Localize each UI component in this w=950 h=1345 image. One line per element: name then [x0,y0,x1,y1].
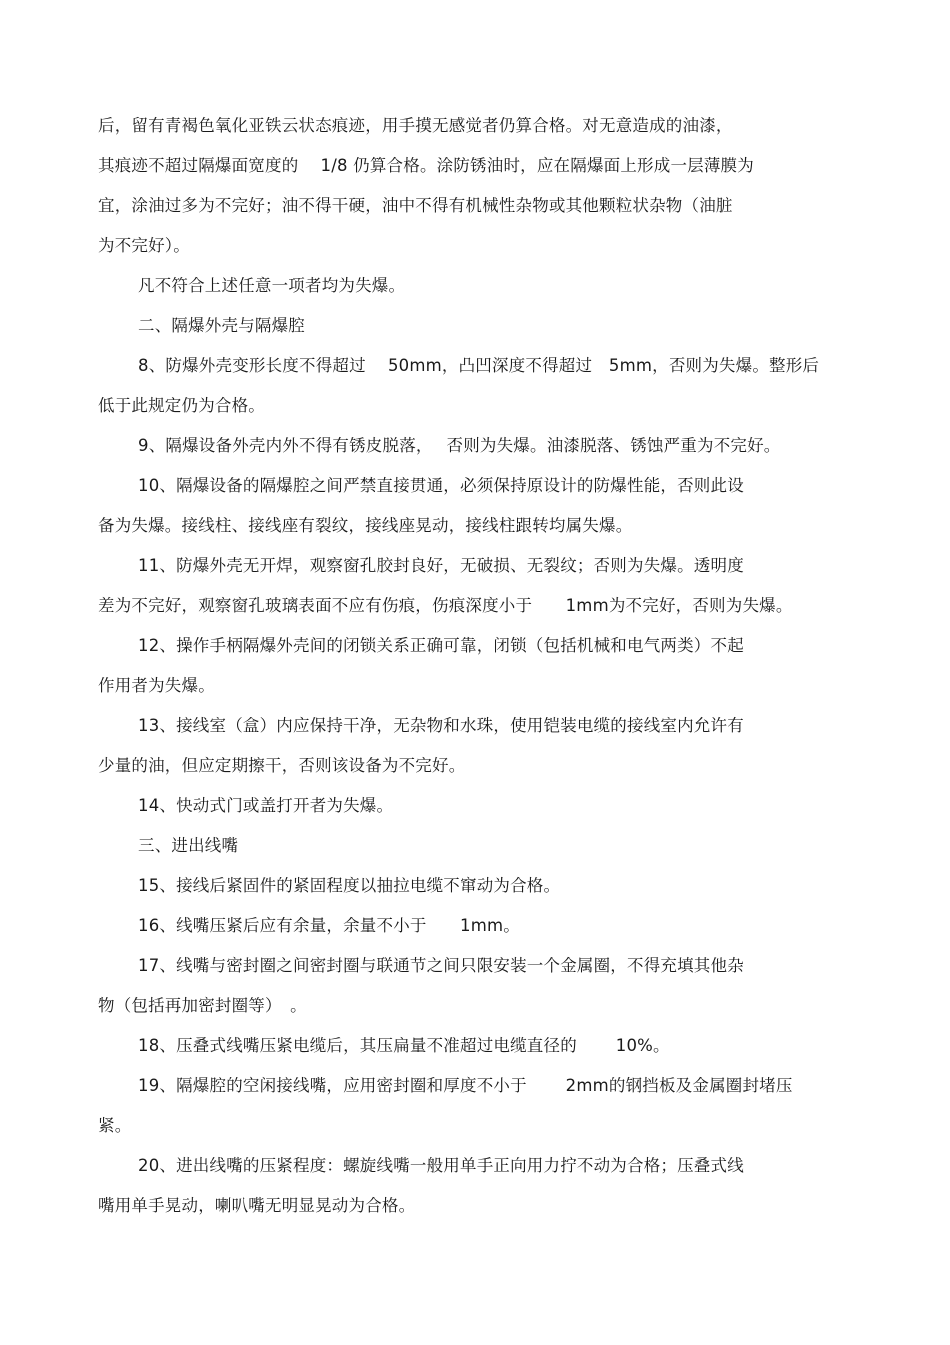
paragraph-line: 为不完好）。 [98,236,190,255]
item-11-line-2: 差为不完好，观察窗孔玻璃表面不应有伤痕，伤痕深度小于 1mm为不完好，否则为失爆。 [98,596,793,615]
item-13-line-1: 13、接线室（盒）内应保持干净，无杂物和水珠，使用铠装电缆的接线室内允许有 [138,716,744,735]
item-13-line-2: 少量的油，但应定期擦干，否则该设备为不完好。 [98,756,466,775]
item-8-line-1: 8、防爆外壳变形长度不得超过 50mm，凸凹深度不得超过 5mm，否则为失爆。整形后 [138,356,820,375]
item-19-line-2: 紧。 [98,1116,132,1135]
paragraph-line: 宜，涂油过多为不完好；油不得干硬，油中不得有机械性杂物或其他颗粒状杂物（油脏 [98,196,733,215]
item-17-line-1: 17、线嘴与密封圈之间密封圈与联通节之间只限安装一个金属圈，不得充填其他杂 [138,956,744,975]
item-20-line-1: 20、进出线嘴的压紧程度：螺旋线嘴一般用单手正向用力拧不动为合格；压叠式线 [138,1156,744,1175]
section-heading: 二、隔爆外壳与隔爆腔 [138,316,305,335]
item-11-line-1: 11、防爆外壳无开焊，观察窗孔胶封良好，无破损、无裂纹；否则为失爆。透明度 [138,556,744,575]
item-15: 15、接线后紧固件的紧固程度以抽拉电缆不窜动为合格。 [138,876,561,895]
item-12-line-2: 作用者为失爆。 [98,676,215,695]
paragraph-line: 后，留有青褐色氧化亚铁云状态痕迹，用手摸无感觉者仍算合格。对无意造成的油漆， [98,116,733,135]
item-20-line-2: 嘴用单手晃动，喇叭嘴无明显晃动为合格。 [98,1196,416,1215]
item-10-line-1: 10、隔爆设备的隔爆腔之间严禁直接贯通，必须保持原设计的防爆性能，否则此设 [138,476,744,495]
item-14: 14、快动式门或盖打开者为失爆。 [138,796,394,815]
paragraph-line: 其痕迹不超过隔爆面宽度的 1/8 仍算合格。涂防锈油时，应在隔爆面上形成一层薄膜为 [98,156,754,175]
item-12-line-1: 12、操作手柄隔爆外壳间的闭锁关系正确可靠，闭锁（包括机械和电气两类）不起 [138,636,744,655]
item-19-line-1: 19、隔爆腔的空闲接线嘴，应用密封圈和厚度不小于 2mm的钢挡板及金属圈封堵压 [138,1076,793,1095]
paragraph-line: 凡不符合上述任意一项者均为失爆。 [138,276,406,295]
section-heading: 三、进出线嘴 [138,836,239,855]
item-10-line-2: 备为失爆。接线柱、接线座有裂纹，接线座晃动，接线柱跟转均属失爆。 [98,516,633,535]
item-8-line-2: 低于此规定仍为合格。 [98,396,265,415]
item-9: 9、隔爆设备外壳内外不得有锈皮脱落， 否则为失爆。油漆脱落、锈蚀严重为不完好。 [138,436,781,455]
item-18: 18、压叠式线嘴压紧电缆后，其压扁量不准超过电缆直径的 10%。 [138,1036,670,1055]
item-17-line-2: 物（包括再加密封圈等） 。 [98,996,307,1015]
item-16: 16、线嘴压紧后应有余量，余量不小于 1mm。 [138,916,520,935]
